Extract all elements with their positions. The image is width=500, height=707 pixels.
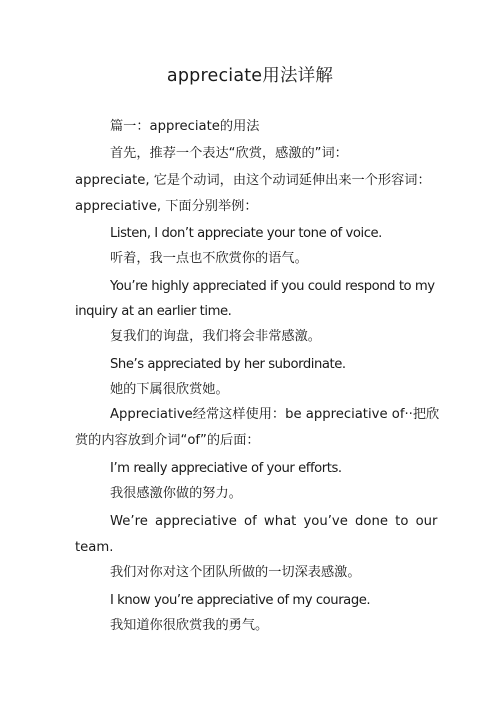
paragraph-line: appreciate, 它是个动词，由这个动词延伸出来一个形容词： [75,173,431,188]
example-sentence: We’re appreciative of what you’ve done to our [110,514,438,529]
document-title: appreciate用法详解 [166,66,334,86]
example-translation: 我很感激你做的努力。 [110,486,242,501]
example-sentence: You’re highly appreciated if you could respond to my [110,279,435,294]
section-heading: 篇一：appreciate的用法 [110,119,260,134]
paragraph-line: 赏的内容放到介词“of”的后面： [75,433,260,448]
paragraph-line: 首先，推荐一个表达“欣赏，感激的”词： [110,146,348,161]
example-translation: 我知道你很欣赏我的勇气。 [110,618,269,633]
paragraph-line: appreciative, 下面分别举例： [75,199,258,214]
paragraph-line: Appreciative经常这样使用：be appreciative of··把欣 [110,407,440,422]
example-sentence: I’m really appreciative of your efforts. [110,461,342,476]
example-sentence: I know you’re appreciative of my courage. [110,593,371,608]
example-translation: 复我们的询盘，我们将会非常感激。 [110,329,321,344]
example-sentence: She’s appreciated by her subordinate. [110,357,346,372]
example-translation: 我们对你对这个团队所做的一切深表感激。 [110,565,361,580]
example-sentence: inquiry at an earlier time. [75,304,232,319]
example-sentence: team. [75,540,114,555]
example-translation: 她的下属很欣赏她。 [110,382,229,397]
example-translation: 听着，我一点也不欣赏你的语气。 [110,251,308,266]
example-sentence: Listen, I don’t appreciate your tone of voice. [110,226,382,241]
